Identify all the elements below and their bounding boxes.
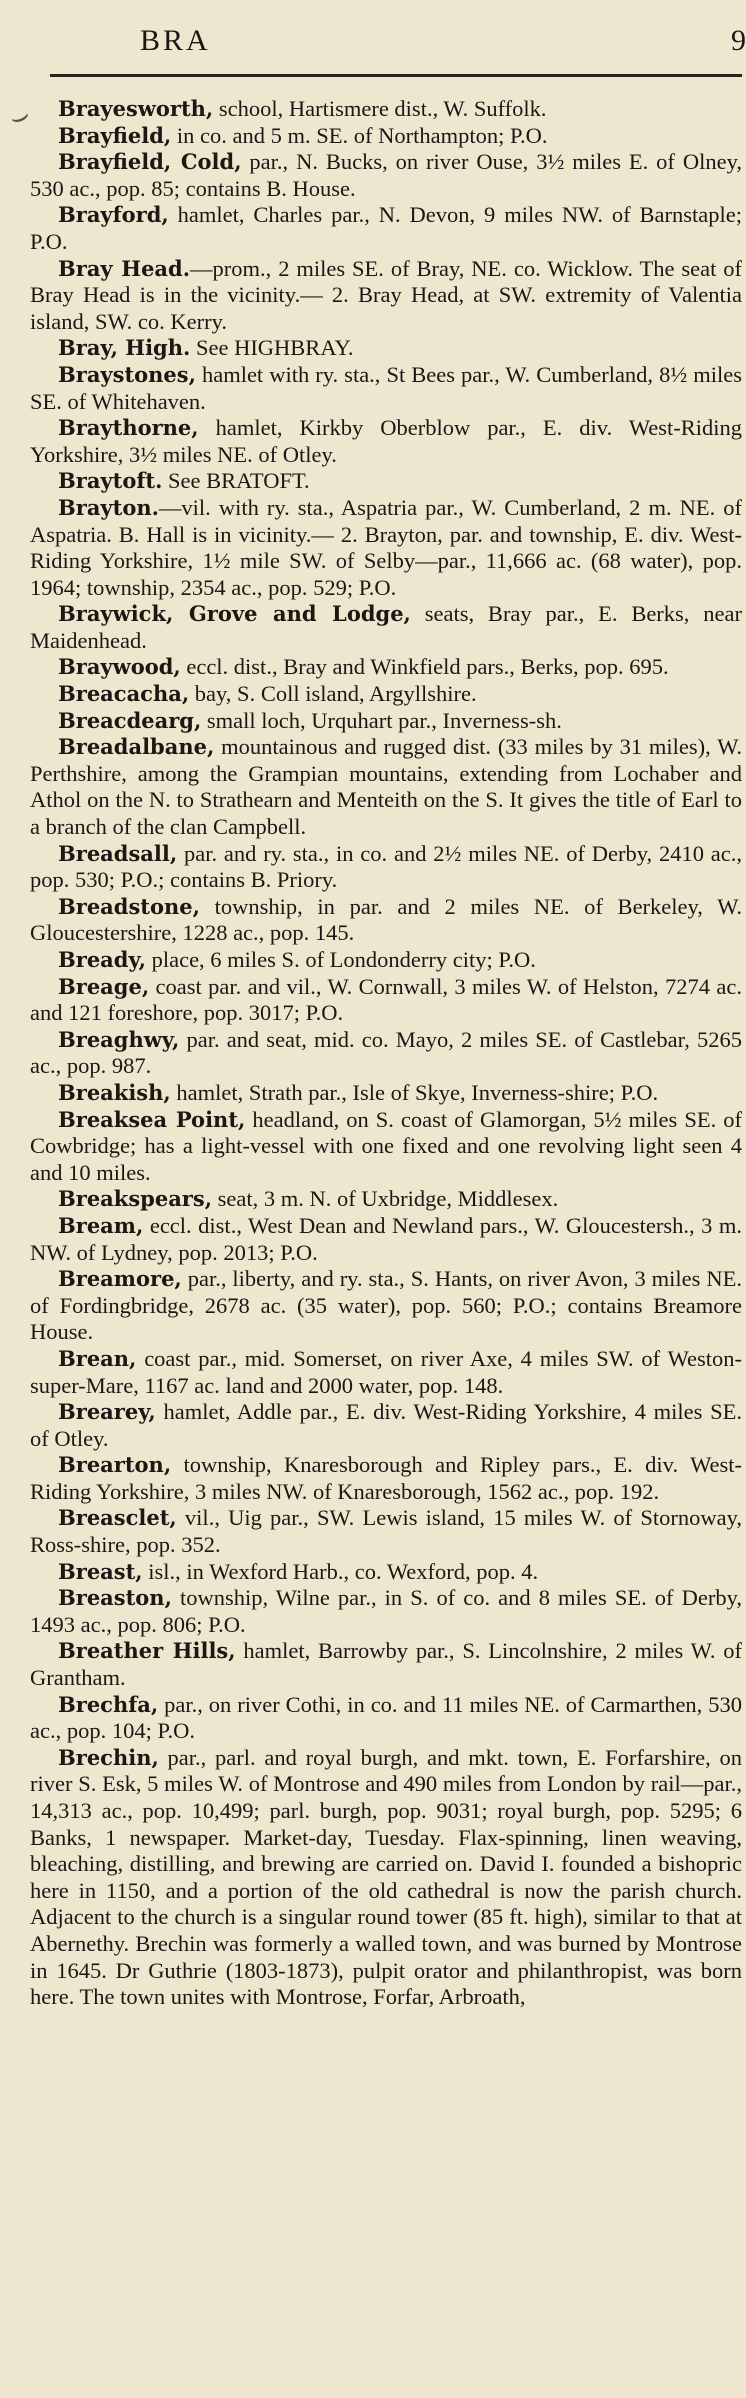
entry-headword: Brayfield, — [58, 122, 172, 148]
gazetteer-entry — [30, 1585, 742, 1638]
gazetteer-entry — [30, 1266, 742, 1346]
entry-text: par., N. Bucks, on river Ouse, 3½ miles E. of Olney, 530 ac., pop. 85; contains B. House. — [30, 149, 742, 201]
entry-text: hamlet, Barrowby par., S. Lincolnshire, 2 miles W. of Grantham. — [30, 1638, 742, 1691]
gazetteer-entry — [30, 335, 742, 362]
entry-headword: Breadsall, — [58, 840, 178, 866]
entry-headword: Brechin, — [58, 1744, 159, 1770]
gazetteer-entry — [30, 841, 742, 894]
entry-headword: Brayesworth, — [58, 96, 214, 121]
entry-text: school, Hartismere dist., W. Suffolk. — [213, 96, 547, 121]
gazetteer-entry — [30, 1559, 742, 1586]
entry-text: coast par. and vil., W. Cornwall, 3 miles W. of Helston, 7274 ac. and 121 foreshore, pop. 3017; P.O. — [30, 973, 742, 1026]
entry-headword: Bream, — [58, 1212, 144, 1238]
pencil-mark-icon: ⌣ — [4, 97, 35, 136]
gazetteer-entry — [30, 415, 742, 468]
gazetteer-entry — [30, 202, 742, 255]
gazetteer-entry — [30, 1399, 742, 1452]
gazetteer-entry — [30, 1505, 742, 1558]
gazetteer-entry — [30, 468, 742, 495]
gazetteer-entry — [30, 601, 742, 654]
entry-text: isl., in Wexford Harb., co. Wexford, pop. 4. — [142, 1558, 539, 1584]
entry-headword: Bray Head. — [58, 255, 191, 281]
entry-text: —vil. with ry. sta., Aspatria par., W. Cumberland, 2 m. NE. of Aspatria. B. Hall is in vicinity.— 2. Brayton, par. and township, E. div. West-Riding Yorkshire, 1½ mile SW. of Selby—par., 11,666 ac. (68 water), pop. 1964; township, 2354 ac., pop. 529; P.O. — [30, 494, 742, 600]
entry-headword: Bready, — [58, 947, 146, 972]
gazetteer-entry — [30, 974, 742, 1027]
gazetteer-entry — [30, 654, 742, 681]
gazetteer-entry — [30, 1692, 742, 1745]
entry-headword: Breaston, — [58, 1585, 172, 1611]
entry-headword: Breakish, — [58, 1079, 171, 1105]
gazetteer-entry — [30, 1638, 742, 1691]
entry-text: seat, 3 m. N. of Uxbridge, Middlesex. — [212, 1186, 559, 1212]
entry-text: par. and ry. sta., in co. and 2½ miles NE. of Derby, 2410 ac., pop. 530; P.O.; contains B. Priory. — [30, 840, 742, 893]
entry-text: headland, on S. coast of Glamorgan, 5½ miles SE. of Cowbridge; has a light-vessel with one fixed and one revolving light seen 4 and 10 miles. — [30, 1106, 742, 1185]
entry-text: seats, Bray par., E. Berks, near Maidenhead. — [30, 601, 742, 653]
page-number: 9 — [731, 24, 746, 57]
entry-text: eccl. dist., Bray and Winkfield pars., Berks, pop. 695. — [180, 654, 669, 680]
entry-headword: Breadalbane, — [58, 734, 215, 760]
entry-headword: Breadstone, — [58, 893, 200, 919]
entry-text: par., parl. and royal burgh, and mkt. town, E. Forfarshire, on river S. Esk, 5 miles W. of Montrose and 490 miles from London by rail—par., 14,313 ac., pop. 10,499; parl. burgh, pop. 9031; royal burgh, pop. 5295; 6 Banks, 1 newspaper. Market-day, Tuesday. Flax-spinning, linen weaving, bleaching, distilling, and brewing are carried on. David I. founded a bishopric here in 1150, and a portion of the old cathedral is now the parish church. Adjacent to the church is a singular round tower (85 ft. high), similar to that at Abernethy. Brechin was formerly a walled town, and was burned by Montrose in 1645. Dr Guthrie (1803-1873), pulpit orator and philanthropist, was born here. The town unites with Montrose, Forfar, Arbroath, — [30, 1744, 742, 2010]
entry-headword: Breacacha, — [58, 681, 190, 707]
gazetteer-entry — [30, 256, 742, 336]
entry-text: par. and seat, mid. co. Mayo, 2 miles SE. of Castlebar, 5265 ac., pop. 987. — [30, 1026, 742, 1079]
gazetteer-entry — [30, 1213, 742, 1266]
entry-text: hamlet with ry. sta., St Bees par., W. Cumberland, 8½ miles SE. of Whitehaven. — [30, 361, 742, 414]
entry-text: hamlet, Kirkby Oberblow par., E. div. West-Riding Yorkshire, 3½ miles NE. of Otley. — [30, 415, 742, 467]
gazetteer-entry — [30, 149, 742, 202]
gazetteer-entry — [30, 947, 742, 974]
gazetteer-entries — [30, 96, 742, 2011]
entry-headword: Braystones, — [58, 361, 196, 387]
entry-headword: Breast, — [58, 1558, 143, 1584]
gazetteer-entry — [30, 894, 742, 947]
gazetteer-entry — [30, 1452, 742, 1505]
entry-headword: Breamore, — [58, 1266, 182, 1292]
entry-headword: Brayfield, Cold, — [58, 149, 242, 175]
running-head: BRA — [140, 24, 211, 57]
entry-headword: Bray, High. — [58, 335, 191, 361]
entry-headword: Breasclet, — [58, 1505, 177, 1531]
gazetteer-entry — [30, 1745, 742, 2011]
gazetteer-entry — [30, 1186, 742, 1213]
header-rule — [50, 74, 742, 77]
entry-headword: Breacdearg, — [58, 707, 202, 733]
entry-headword: Breaksea Point, — [58, 1106, 246, 1132]
gazetteer-entry — [30, 1107, 742, 1187]
entry-text: hamlet, Charles par., N. Devon, 9 miles NW. of Barnstaple; P.O. — [30, 202, 742, 254]
entry-text: eccl. dist., West Dean and Newland pars., W. Gloucestersh., 3 m. NW. of Lydney, pop. 2013; P.O. — [30, 1212, 742, 1265]
entry-text: mountainous and rugged dist. (33 miles by 31 miles), W. Perthshire, among the Grampian mountains, extending from Lochaber and Athol on the N. to Strathearn and Menteith on the S. It gives the title of Earl to a branch of the clan Campbell. — [30, 734, 742, 840]
entry-headword: Brearey, — [58, 1399, 156, 1425]
entry-headword: Braywood, — [58, 654, 181, 680]
entry-text: bay, S. Coll island, Argyllshire. — [189, 681, 477, 707]
entry-text: See HIGHBRAY. — [190, 335, 354, 361]
entry-text: vil., Uig par., SW. Lewis island, 15 miles W. of Stornoway, Ross-shire, pop. 352. — [30, 1505, 742, 1558]
entry-headword: Brayford, — [58, 202, 169, 228]
entry-headword: Braythorne, — [58, 415, 199, 441]
entry-headword: Brearton, — [58, 1452, 172, 1478]
entry-text: par., liberty, and ry. sta., S. Hants, on river Avon, 3 miles NE. of Fordingbridge, 2678 ac. (35 water), pop. 560; P.O.; contains Breamore House. — [30, 1266, 742, 1345]
entry-headword: Breather Hills, — [58, 1638, 236, 1664]
entry-headword: Breage, — [58, 973, 150, 999]
entry-text: small loch, Urquhart par., Inverness-sh. — [201, 707, 562, 733]
gazetteer-entry — [30, 681, 742, 708]
entry-text: hamlet, Strath par., Isle of Skye, Inverness-shire; P.O. — [170, 1079, 659, 1105]
gazetteer-entry — [30, 1080, 742, 1107]
entry-text: place, 6 miles S. of Londonderry city; P.O. — [145, 947, 536, 972]
entry-text: See BRATOFT. — [162, 468, 310, 494]
page-header — [30, 0, 746, 72]
entry-text: hamlet, Addle par., E. div. West-Riding Yorkshire, 4 miles SE. of Otley. — [30, 1399, 742, 1451]
entry-text: in co. and 5 m. SE. of Northampton; P.O. — [171, 122, 548, 148]
gazetteer-entry — [30, 362, 742, 415]
gazetteer-entry — [30, 123, 742, 150]
entry-headword: Brayton. — [58, 494, 159, 520]
entry-text: —prom., 2 miles SE. of Bray, NE. co. Wicklow. The seat of Bray Head is in the vicinity.— 2. Bray Head, at SW. extremity of Valentia island, SW. co. Kerry. — [30, 255, 742, 334]
gazetteer-entry — [30, 734, 742, 840]
entry-headword: Breakspears, — [58, 1186, 213, 1212]
entry-text: township, in par. and 2 miles NE. of Berkeley, W. Gloucestershire, 1228 ac., pop. 145. — [30, 893, 742, 946]
entry-headword: Breaghwy, — [58, 1026, 180, 1052]
entry-text: township, Knaresborough and Ripley pars., E. div. West-Riding Yorkshire, 3 miles NW. of Knaresborough, 1562 ac., pop. 192. — [30, 1452, 742, 1504]
entry-headword: Brechfa, — [58, 1691, 159, 1717]
gazetteer-entry — [30, 1027, 742, 1080]
entry-text: township, Wilne par., in S. of co. and 8 miles SE. of Derby, 1493 ac., pop. 806; P.O. — [30, 1585, 742, 1637]
entry-headword: Braytoft. — [58, 468, 163, 494]
gazetteer-entry — [30, 1346, 742, 1399]
entry-text: coast par., mid. Somerset, on river Axe, 4 miles SW. of Weston-super-Mare, 1167 ac. land and 2000 water, pop. 148. — [30, 1345, 742, 1398]
gazetteer-entry — [30, 708, 742, 735]
gazetteer-entry — [30, 96, 742, 123]
entry-headword: Braywick, Grove and Lodge, — [58, 601, 411, 627]
entry-headword: Brean, — [58, 1345, 137, 1371]
entry-text: par., on river Cothi, in co. and 11 miles NE. of Carmarthen, 530 ac., pop. 104; P.O. — [30, 1691, 742, 1744]
gazetteer-entry — [30, 495, 742, 601]
